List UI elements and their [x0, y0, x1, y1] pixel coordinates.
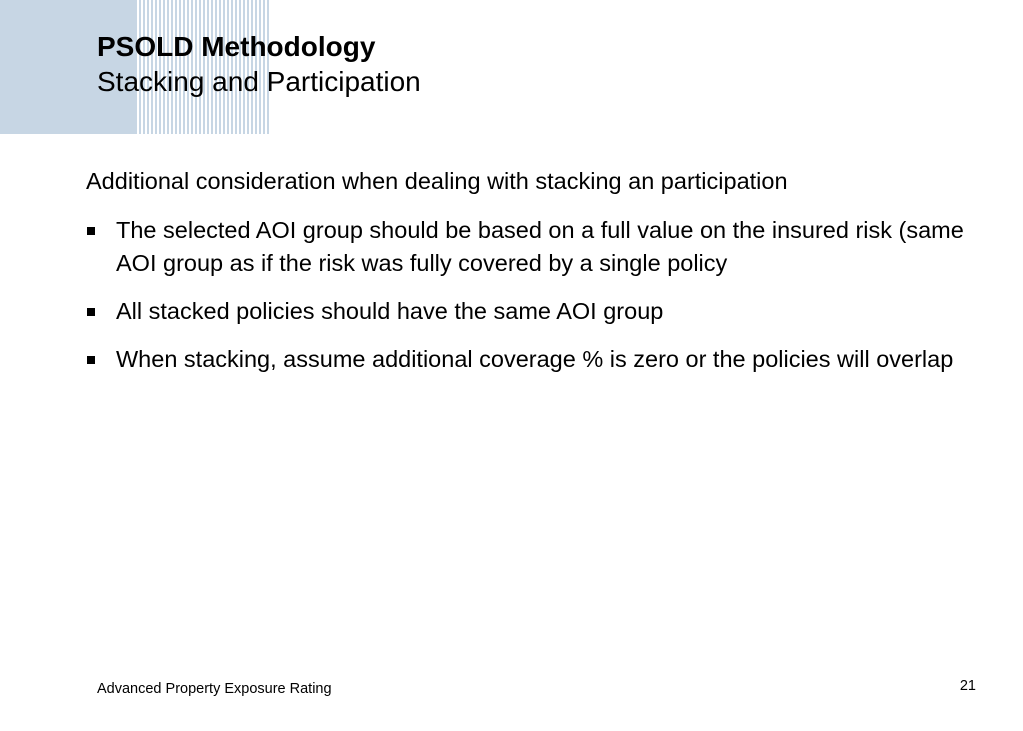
bullet-list [86, 214, 976, 391]
page-number: 21 [959, 678, 976, 694]
slide-subtitle: Stacking and Participation [97, 66, 421, 97]
intro-text: Additional consideration when dealing with stacking an participation [86, 168, 788, 194]
square-bullet-icon [87, 308, 95, 316]
square-bullet-icon [87, 227, 95, 235]
footer-title: Advanced Property Exposure Rating [97, 681, 332, 697]
slide-title: PSOLD Methodology [97, 31, 376, 62]
bullet-text: When stacking, assume additional coverage % is zero or the policies will overlap [116, 346, 954, 372]
bullet-text: All stacked policies should have the same AOI group [116, 298, 664, 324]
bullet-item [86, 295, 976, 328]
bullet-item [86, 214, 976, 280]
square-bullet-icon [87, 356, 95, 364]
bullet-text: The selected AOI group should be based on a full value on the insured risk (same AOI group as if the risk was fully covered by a single policy [116, 217, 964, 276]
bullet-item [86, 343, 976, 376]
